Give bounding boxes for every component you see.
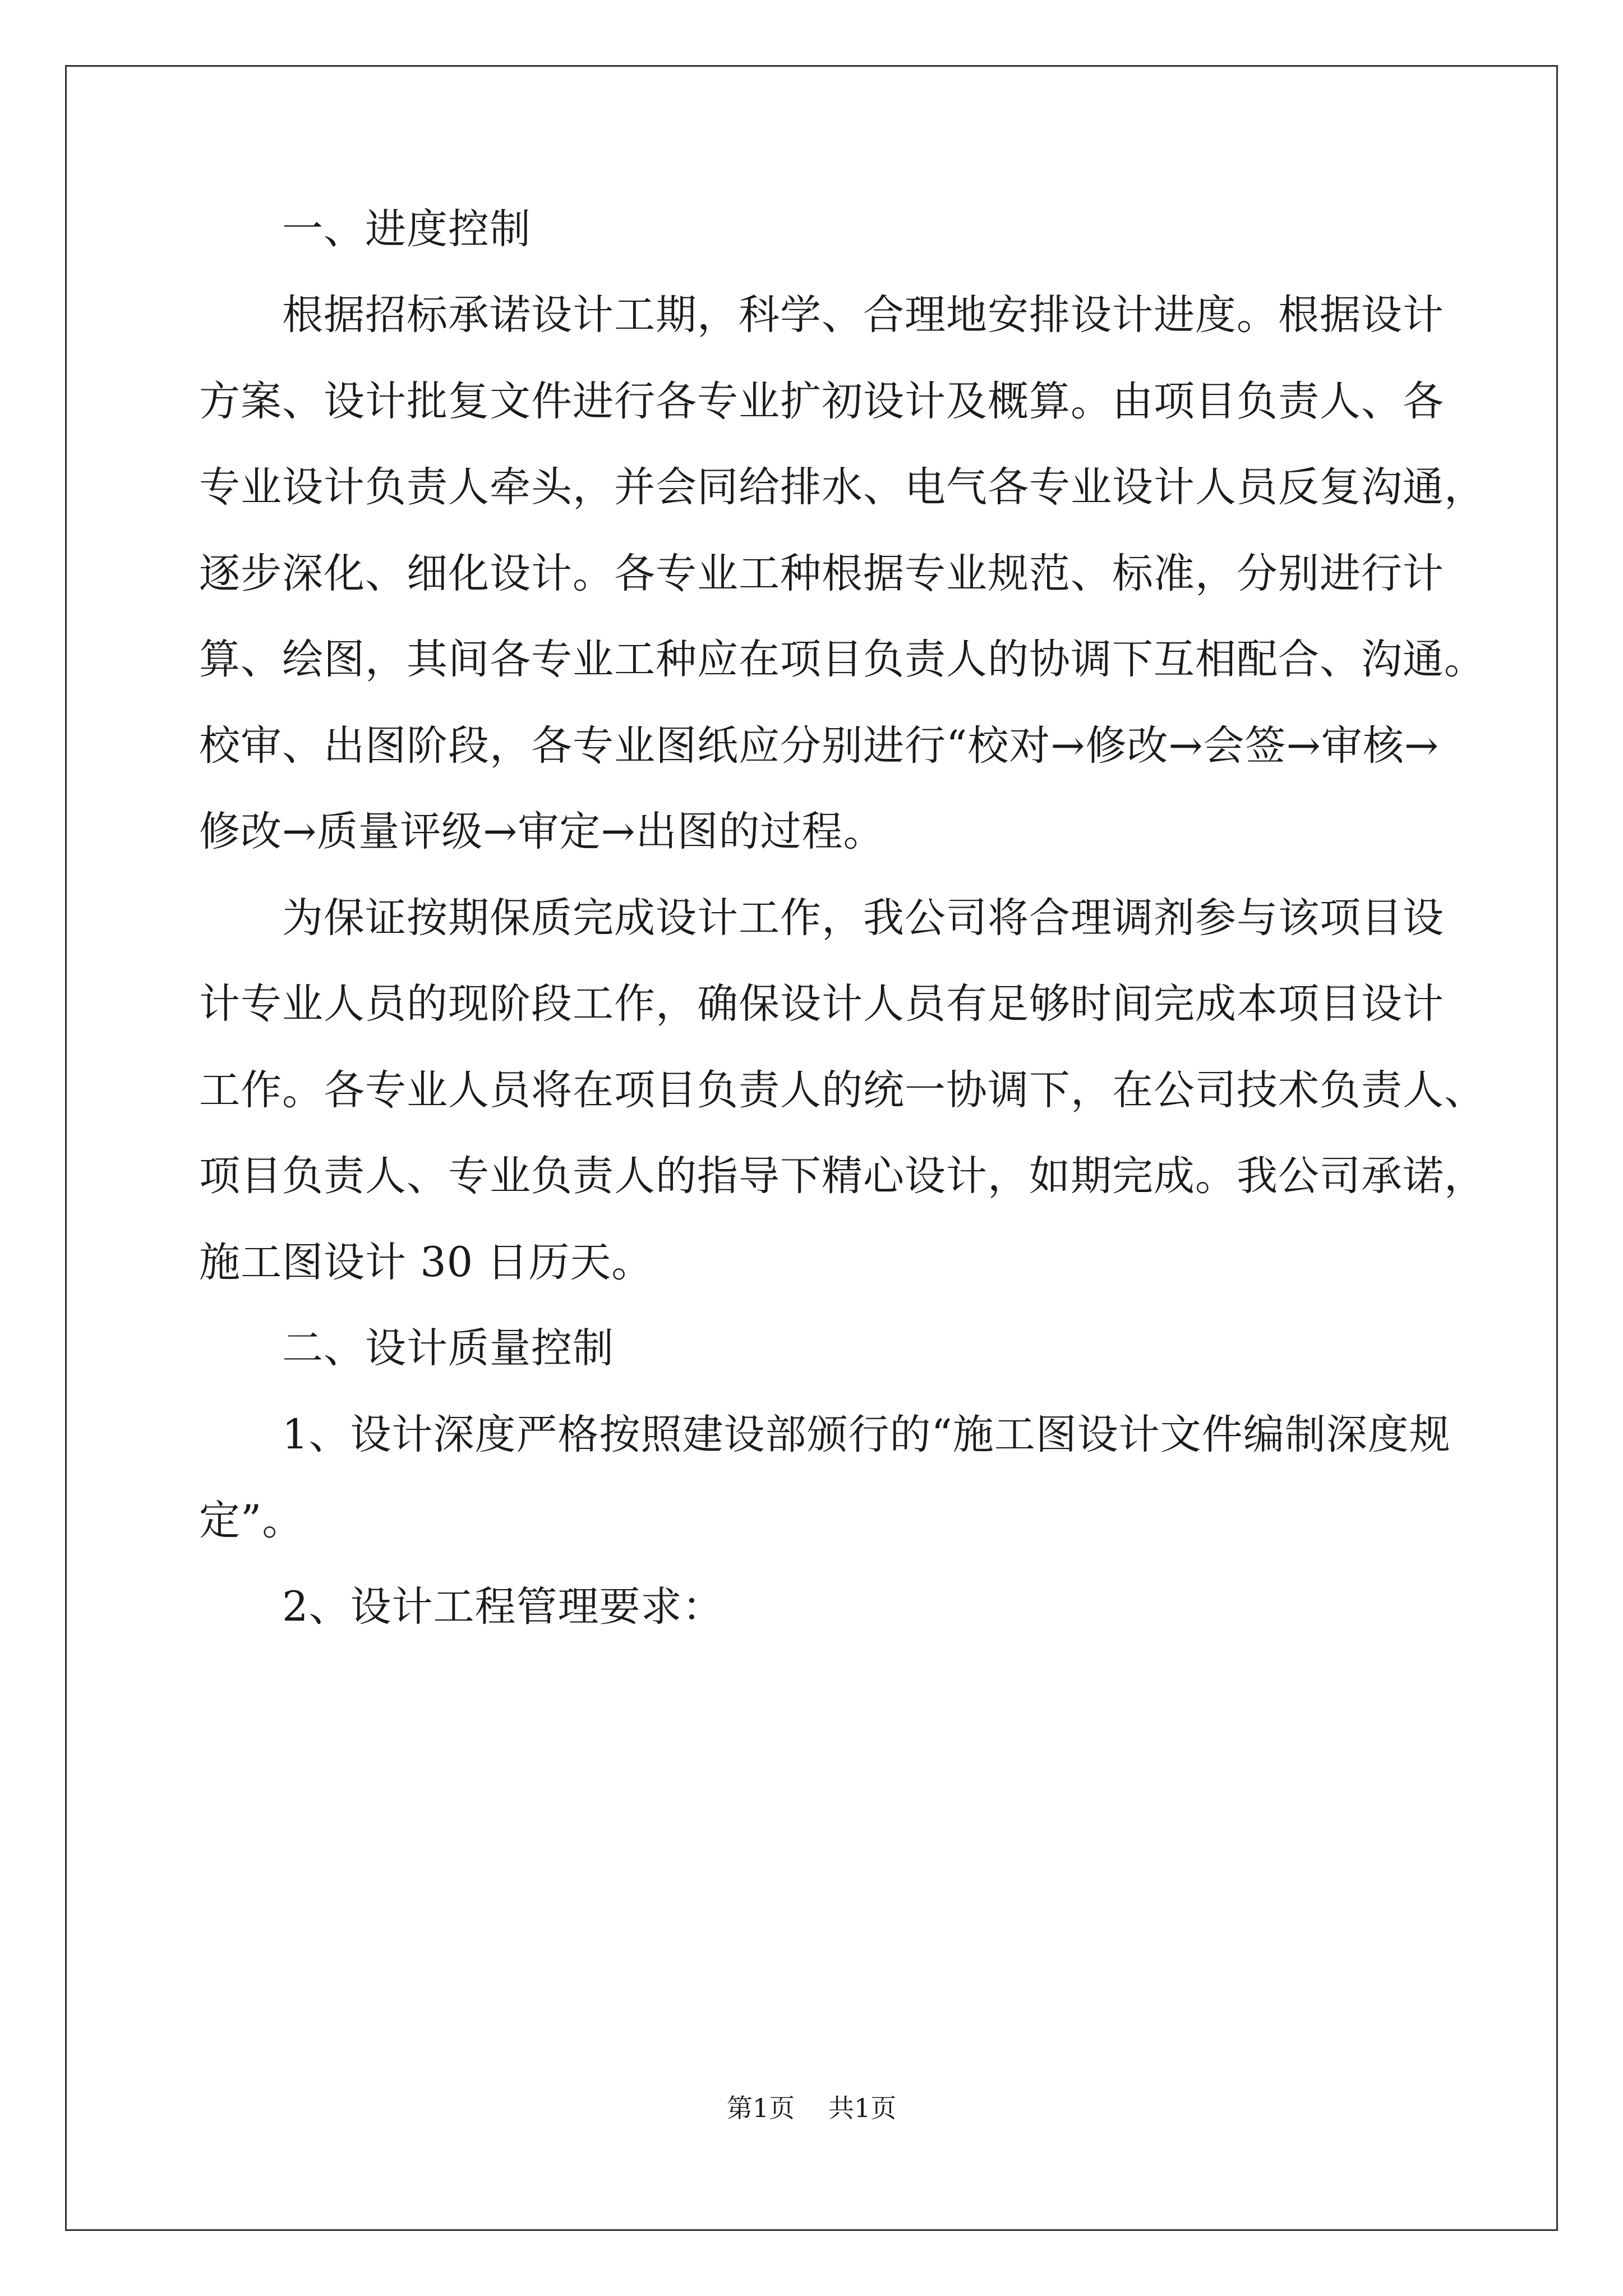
page-number: 第1页 (726, 2093, 795, 2123)
paragraph-line: 逐步深化、细化设计。各专业工种根据专业规范、标准，分别进行计 (199, 550, 1444, 597)
paragraph-line: 算、绘图，其间各专业工种应在项目负责人的协调下互相配合、沟通。 (199, 636, 1486, 683)
paragraph-line: 施工图设计 30 日历天。 (199, 1239, 653, 1286)
section-heading-progress: 一、进度控制 (282, 205, 531, 253)
page-footer (0, 2095, 1623, 2121)
paragraph-line: 专业设计负责人牵头，并会同给排水、电气各专业设计人员反复沟通， (199, 463, 1486, 511)
paragraph-line: 计专业人员的现阶段工作，确保设计人员有足够时间完成本项目设计 (199, 980, 1444, 1028)
paragraph-line: 方案、设计批复文件进行各专业扩初设计及概算。由项目负责人、各 (199, 378, 1444, 425)
paragraph-line: 2、设计工程管理要求： (282, 1583, 724, 1631)
page-total: 共1页 (828, 2093, 897, 2123)
paragraph-line: 定”。 (199, 1497, 304, 1544)
section-heading-quality: 二、设计质量控制 (282, 1324, 614, 1372)
paragraph-line: 1、设计深度严格按照建设部颁行的“施工图设计文件编制深度规 (282, 1411, 1451, 1458)
paragraph-line: 项目负责人、专业负责人的指导下精心设计，如期完成。我公司承诺， (199, 1152, 1486, 1200)
paragraph-line: 为保证按期保质完成设计工作，我公司将合理调剂参与该项目设 (282, 894, 1444, 942)
paragraph-line: 修改→质量评级→审定→出图的过程。 (199, 808, 885, 855)
paragraph-line: 根据招标承诺设计工期，科学、合理地安排设计进度。根据设计 (282, 291, 1444, 339)
paragraph-line: 校审、出图阶段，各专业图纸应分别进行“校对→修改→会签→审核→ (199, 722, 1439, 770)
paragraph-line: 工作。各专业人员将在项目负责人的统一协调下，在公司技术负责人、 (199, 1066, 1486, 1114)
